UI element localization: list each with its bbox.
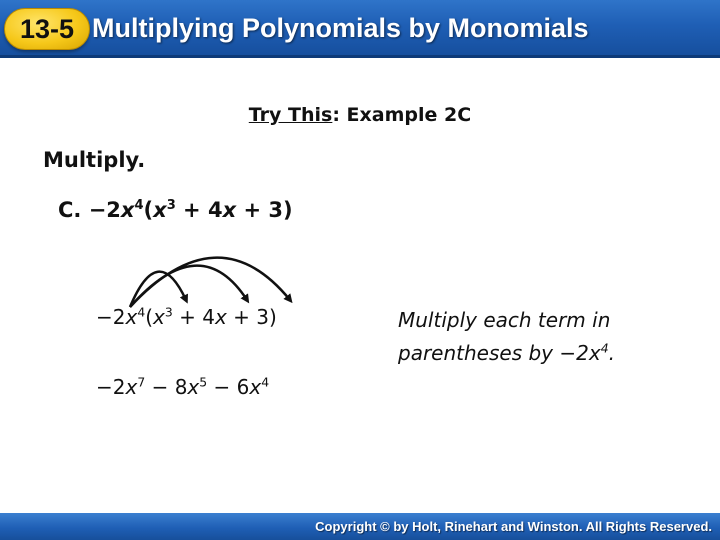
work-var: x [153,305,165,329]
problem-label: C. [58,198,82,222]
result-var: x [125,375,138,399]
explanation-note [398,304,698,370]
work-paren: ( [145,305,154,329]
work-coef: −2 [96,305,126,329]
note-text: . [608,341,615,365]
footer-bar [0,513,720,540]
result-exp: 5 [199,374,208,390]
note-text: parentheses by −2 [398,341,589,365]
problem-term: + 3) [236,198,293,222]
result-var: x [187,375,200,399]
note-exp: 4 [600,340,609,356]
work-exp: 4 [137,304,146,320]
result-exp: 7 [137,374,146,390]
work-term: + 3) [226,305,277,329]
problem-statement [58,198,293,222]
instruction-text: Multiply. [43,148,146,172]
problem-term: + 4 [175,198,223,222]
note-line-2 [398,337,698,370]
work-term: + 4 [172,305,215,329]
note-line-1: Multiply each term in [398,308,611,332]
work-expression [96,305,277,329]
lesson-badge [4,8,90,50]
lesson-title: Multiplying Polynomials by Monomials [92,13,589,43]
work-var: x [125,305,138,329]
arc-arrow-icon [130,272,186,307]
result-term: − 8 [145,375,188,399]
result-term: − 6 [207,375,250,399]
lesson-number: 13-5 [19,14,75,44]
work-var: x [214,305,227,329]
title-bar [0,0,720,58]
try-this-link[interactable]: Try This [248,104,333,126]
work-exp: 3 [164,304,173,320]
example-label: : Example 2C [332,104,472,126]
copyright-text: Copyright © by Holt, Rinehart and Winston. All Rights Reserved. [315,519,712,534]
arc-arrow-icon [130,266,247,307]
note-var: x [588,341,601,365]
arc-arrow-icon [130,258,290,307]
result-coef: −2 [96,375,126,399]
result-exp: 4 [261,374,270,390]
problem-var: x [120,198,135,222]
problem-var: x [222,198,237,222]
problem-exp: 3 [166,198,176,214]
problem-paren: ( [143,198,154,222]
result-var: x [249,375,262,399]
problem-var: x [153,198,167,222]
result-expression [96,375,269,399]
problem-exp: 4 [134,198,144,214]
example-heading [0,104,720,126]
problem-coef: −2 [88,198,121,222]
